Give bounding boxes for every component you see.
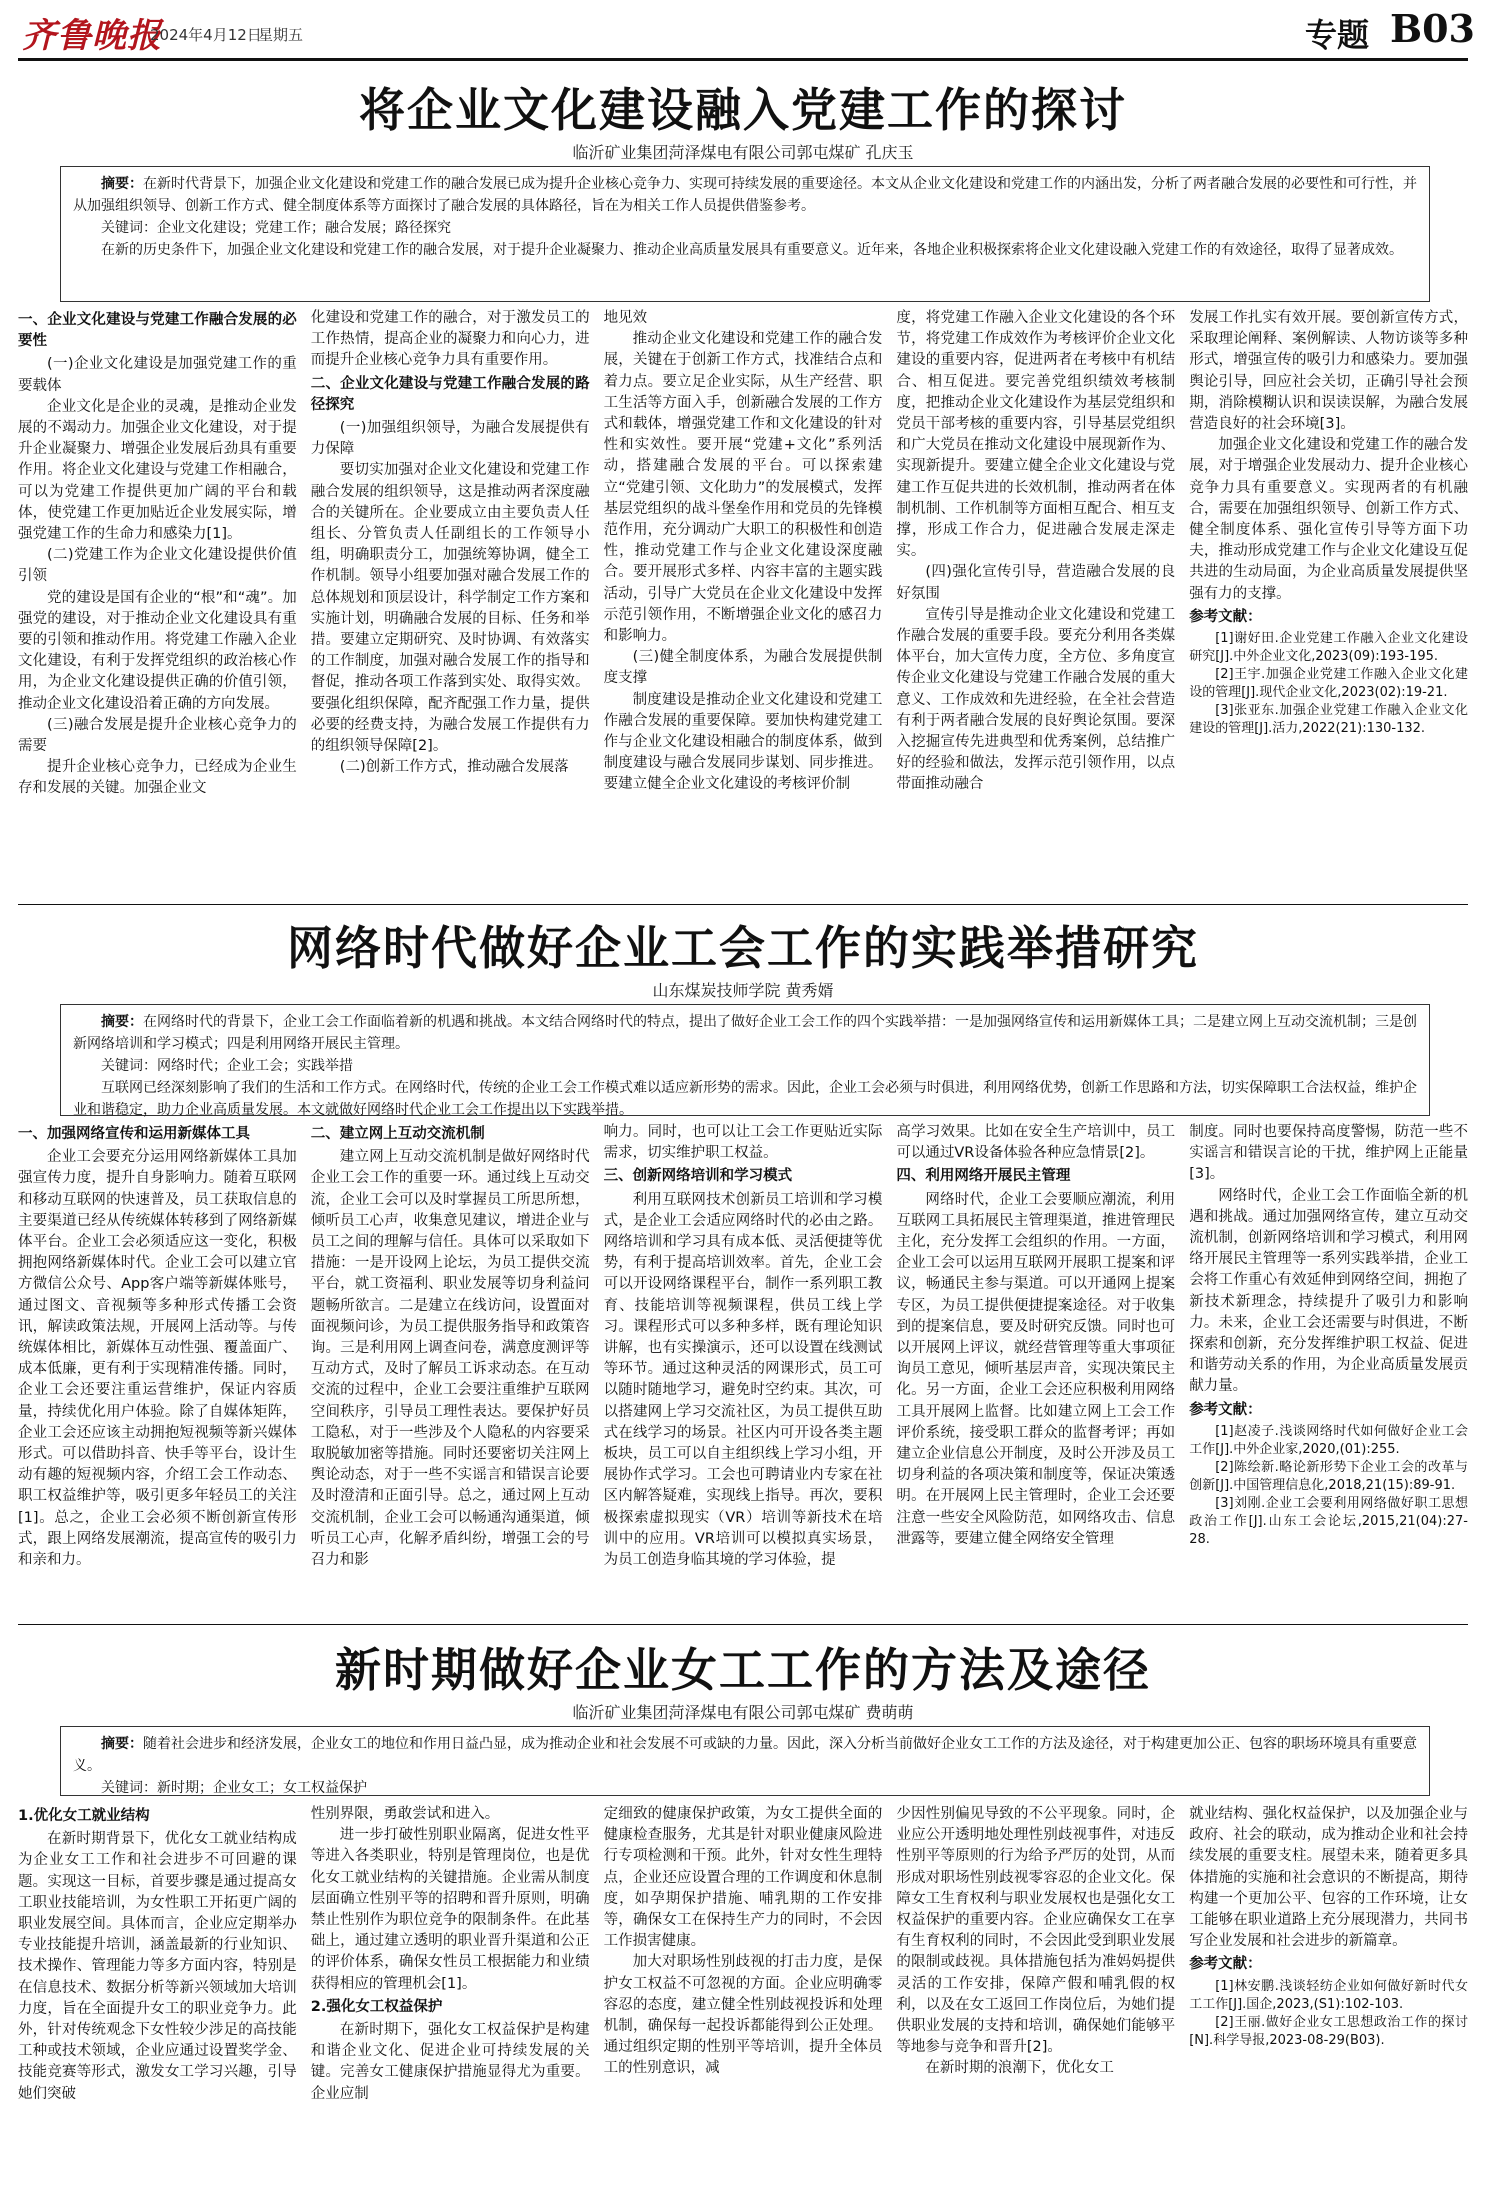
article2-abstract: 在网络时代的背景下，企业工会工作面临着新的机遇和挑战。本文结合网络时代的特点，提出了做好企业工会工作的四个实践举措：一是加强网络宣传和运用新媒体工具；二是建立网上互动交流机制；三是创新网络培训和学习模式；四是利用网络开展民主管理。 (73, 1014, 1417, 1052)
article3-abstract-box (60, 1726, 1430, 1796)
subsection-heading: (三)融合发展是提升企业核心竞争力的需要 (18, 716, 297, 755)
reference-item: [3]刘刚.企业工会要利用网络做好职工思想政治工作[J].山东工会论坛,2015,21(04):27-28. (1189, 1495, 1468, 1547)
body-paragraph: 响力。同时，也可以让工会工作更贴近实际需求，切实维护职工权益。 (603, 1124, 883, 1162)
body-paragraph: 地见效 (603, 310, 648, 326)
article1-intro: 在新的历史条件下，加强企业文化建设和党建工作的融合发展，对于提升企业凝聚力、推动企业高质量发展具有重要意义。近年来，各地企业积极探索将企业文化建设融入党建工作的有效途径，取得了显著成效。 (101, 242, 1403, 258)
article2-keywords: 关键词：网络时代；企业工会；实践举措 (101, 1058, 353, 1074)
article2-intro: 互联网已经深刻影响了我们的生活和工作方式。在网络时代，传统的企业工会工作模式难以适应新形势的需求。因此，企业工会必须与时俱进，利用网络优势，创新工作思路和方法，切实保障职工合法权益，维护企业和谐稳定，助力企业高质量发展。本文就做好网络时代企业工会工作提出以下实践举措。 (73, 1080, 1417, 1118)
section-heading: 一、企业文化建设与党建工作融合发展的必要性 (18, 312, 297, 350)
article3-abstract: 随着社会进步和经济发展，企业女工的地位和作用日益凸显，成为推动企业和社会发展不可或缺的力量。因此，深入分析当前做好企业女工工作的方法及途径，对于构建更加公正、包容的职场环境具有重要意义。 (73, 1736, 1417, 1774)
subsection-heading: (二)创新工作方式，推动融合发展落 (339, 759, 569, 776)
article2-abstract-box (60, 1004, 1430, 1116)
article2-column (896, 1122, 1175, 1620)
subsection-heading: (三)健全制度体系，为融合发展提供制度支撑 (603, 649, 883, 687)
body-paragraph: 企业文化是企业的灵魂，是推动企业发展的不竭动力。加强企业文化建设，对于提升企业凝聚力、增强企业发展后劲具有重要作用。将企业文化建设与党建工作相融合，可以为党建工作提供更加广阔的平台和载体，使党建工作更加贴近企业发展实际，增强党建工作的生命力和感染力[1]。 (18, 398, 297, 543)
masthead (0, 0, 1488, 58)
body-paragraph: 进一步打破性别职业隔离，促进女性平等进入各类职业，特别是管理岗位，也是优化女工就业结构的关键措施。企业需从制度层面确立性别平等的招聘和晋升原则，明确禁止性别作为职位竞争的限制条件。在此基础上，通过建立透明的职业晋升渠道和公正的评价体系，确保女性员工根据能力和业绩获得相应的管理机会[1]。 (310, 1827, 590, 1992)
reference-item: [2]王宇.加强企业党建工作融入企业文化建设的管理[J].现代企业文化,2023(02):19-21. (1189, 667, 1468, 701)
section-heading: 二、建立网上互动交流机制 (310, 1126, 485, 1142)
article3-title: 新时期做好企业女工工作的方法及途径 (335, 1643, 1151, 1697)
section-heading: 参考文献： (1189, 1956, 1262, 1973)
article3-column (311, 1804, 590, 2176)
article1-keywords: 关键词：企业文化建设；党建工作；融合发展；路径探究 (101, 220, 451, 236)
body-paragraph: 企业工会要充分运用网络新媒体工具加强宣传力度，提升自身影响力。随着互联网和移动互联网的快速普及，员工获取信息的主要渠道已经从传统媒体转移到了网络新媒体平台。企业工会必须适应这一变化，积极拥抱网络新媒体时代。企业工会可以建立官方微信公众号、App客户端等新媒体账号，通过图文、音视频等多种形式传播工会资讯，解读政策法规，开展网上活动等。与传统媒体相比，新媒体互动性强、覆盖面广、成本低廉，更有利于实现精准传播。同时，企业工会还要注重运营维护，保证内容质量，持续优化用户体验。除了自媒体矩阵，企业工会还应该主动拥抱短视频等新兴媒体形式。可以借助抖音、快手等平台，设计生动有趣的短视频内容，介绍工会工作动态、职工权益维护等，吸引更多年轻员工的关注[1]。总之，企业工会必须不断创新宣传形式，跟上网络发展潮流，提高宣传的吸引力和亲和力。 (18, 1149, 297, 1569)
body-paragraph: 加大对职场性别歧视的打击力度，是保护女工权益不可忽视的方面。企业应明确零容忍的态度，建立健全性别歧视投诉和处理机制，确保每一起投诉都能得到公正处理。通过组织定期的性别平等培训，提升全体员工的性别意识，减 (603, 1954, 883, 2077)
article-divider (18, 904, 1468, 905)
article-divider (18, 1624, 1468, 1625)
article3-column (1189, 1804, 1468, 2176)
article1-column (604, 308, 883, 902)
body-paragraph: 定细致的健康保护政策，为女工提供全面的健康检查服务，尤其是针对职业健康风险进行专项检测和干预。此外，针对女性生理特点，企业还应设置合理的工作调度和休息制度，如孕期保护措施、哺乳期的工作安排等，确保女工在保持生产力的同时，不会因工作损害健康。 (603, 1806, 883, 1950)
section-heading: 1.优化女工就业结构 (18, 1808, 150, 1824)
body-paragraph: 少因性别偏见导致的不公平现象。同时，企业应公开透明地处理性别歧视事件，对违反性别平等原则的行为给予严厉的处罚，从而形成对职场性别歧视零容忍的企业文化。保障女工生育权利与职业发展权也是强化女工权益保护的重要内容。企业应确保女工在享有生育权利的同时，不会因此受到职业发展的限制或歧视。具体措施包括为准妈妈提供灵活的工作安排，保障产假和哺乳假的权利，以及在女工返回工作岗位后，为她们提供职业发展的支持和培训，确保她们能够平等地参与竞争和晋升[2]。 (896, 1806, 1176, 2056)
masthead-rule (18, 58, 1468, 61)
article1-body (18, 308, 1468, 902)
body-paragraph: 在新时期的浪潮下，优化女工 (925, 2060, 1114, 2077)
reference-item: [2]陈绘新.略论新形势下企业工会的改革与创新[J].中国管理信息化,2018,21(15):89-91. (1189, 1459, 1468, 1493)
issue-date: 2024年4月12日 (150, 26, 262, 44)
article3-byline: 临沂矿业集团菏泽煤电有限公司郭屯煤矿 费萌萌 (572, 1703, 914, 1722)
body-paragraph: 化建设和党建工作的融合，对于激发员工的工作热情，提高企业的凝聚力和向心力，进而提升企业核心竞争力具有重要作用。 (310, 310, 590, 369)
abstract-label: 摘要： (101, 1014, 143, 1030)
reference-item: [3]张亚东.加强企业党建工作融入企业文化建设的管理[J].活力,2022(21):130-132. (1189, 703, 1468, 737)
body-paragraph: 网络时代，企业工会要顺应潮流，利用互联网工具拓展民主管理渠道，推进管理民主化，充分发挥工会组织的作用。一方面，企业工会可以运用互联网开展职工提案和评议，畅通民主参与渠道。可以开通网上提案专区，为员工提供便捷提案途径。对于收集到的提案信息，要及时研究反馈。同时也可以开展网上评议，就经营管理等重大事项征询员工意见，倾听基层声音，实现决策民主化。另一方面，企业工会还应积极利用网络工具开展网上监督。比如建立网上工会工作评价系统，接受职工群众的监督考评；再如建立企业信息公开制度，及时公开涉及员工切身利益的各项决策和制度等，保证决策透明。在开展网上民主管理时，企业工会还要注意一些安全风险防范，如网络攻击、信息泄露等，要建立健全网络安全管理 (896, 1191, 1176, 1547)
article2-title: 网络时代做好企业工会工作的实践举措研究 (287, 921, 1199, 975)
body-paragraph: 加强企业文化建设和党建工作的融合发展，对于增强企业发展动力、提升企业核心竞争力具有重要意义。实现两者的有机融合，需要在加强组织领导、创新工作方式、健全制度体系、强化宣传引导等方面下功夫，推动形成党建工作与企业文化建设互促共进的生动局面，为企业高质量发展提供坚强有力的支撑。 (1189, 437, 1468, 602)
article1-column (311, 308, 590, 902)
article1-abstract-box (60, 166, 1430, 302)
article2-column (604, 1122, 883, 1620)
reference-item: [1]谢好田.企业党建工作融入企业文化建设研究[J].中外企业文化,2023(09):193-195. (1189, 631, 1468, 665)
article3-column (896, 1804, 1175, 2176)
subsection-heading: (四)强化宣传引导，营造融合发展的良好氛围 (896, 564, 1176, 602)
article1-abstract: 在新时代背景下，加强企业文化建设和党建工作的融合发展已成为提升企业核心竞争力、实现可持续发展的重要途径。本文从企业文化建设和党建工作的内涵出发，分析了两者融合发展的必要性和可行性，并从加强组织领导、创新工作方式、健全制度体系等方面探讨了融合发展的具体路径，旨在为相关工作人员提供借鉴参考。 (73, 176, 1417, 214)
body-paragraph: 制度。同时也要保持高度警惕，防范一些不实谣言和错误言论的干扰，维护网上正能量[3]。 (1189, 1124, 1468, 1183)
body-paragraph: 在新时期背景下，优化女工就业结构成为企业女工工作和社会进步不可回避的课题。实现这一目标，首要步骤是通过提高女工职业技能培训，为女性职工开拓更广阔的职业发展空间。具体而言，企业应定期举办专业技能提升培训，涵盖最新的行业知识、技术操作、管理能力等多方面内容，特别是在信息技术、数据分析等新兴领域加大培训力度，旨在全面提升女工的职业竞争力。此外，针对传统观念下女性较少涉足的高技能工种或技术领域，企业应通过设置奖学金、技能竞赛等形式，激发女工学习兴趣，引导她们突破 (18, 1831, 297, 2102)
article1-column (18, 308, 297, 902)
page-number: B03 (1390, 6, 1475, 51)
article3-keywords: 关键词：新时期；企业女工；女工权益保护 (101, 1780, 367, 1796)
subsection-heading: (一)加强组织领导，为融合发展提供有力保障 (310, 420, 590, 458)
body-paragraph: 党的建设是国有企业的“根”和“魂”。加强党的建设，对于推动企业文化建设具有重要的引领和推动作用。将党建工作融入企业文化建设，有利于发挥党组织的政治核心作用，为企业文化建设提供正确的价值引领，推动企业文化建设沿着正确的方向发展。 (18, 589, 297, 712)
article2-column (18, 1122, 297, 1620)
section-heading: 三、创新网络培训和学习模式 (603, 1168, 793, 1185)
article1-column (896, 308, 1175, 902)
body-paragraph: 制度建设是推动企业文化建设和党建工作融合发展的重要保障。要加快构建党建工作与企业文化建设相融合的制度体系，做到制度建设与融合发展同步谋划、同步推进。要建立健全企业文化建设的考核评价制 (603, 691, 883, 793)
section-name: 专题 (1305, 16, 1370, 54)
reference-item: [1]林安鹏.浅谈轻纺企业如何做好新时代女工工作[J].国企,2023,(S1):102-103. (1189, 1978, 1468, 2012)
body-paragraph: 在新时期下，强化女工权益保护是构建和谐企业文化、促进企业可持续发展的关键。完善女工健康保护措施显得尤为重要。企业应制 (310, 2022, 590, 2102)
body-paragraph: 推动企业文化建设和党建工作的融合发展，关键在于创新工作方式，找准结合点和着力点。要立足企业实际，从生产经营、职工生活等方面入手，创新融合发展的工作方式和载体，增强党建工作和文化建设的针对性和实效性。要开展“党建+文化”系列活动，搭建融合发展的平台。可以探索建立“党建引领、文化助力”的发展模式，发挥基层党组织的战斗堡垒作用和党员的先锋模范作用，充分调动广大职工的积极性和创造性，推动党建工作与企业文化建设深度融合。要开展形式多样、内容丰富的主题实践活动，引导广大党员在企业文化建设中发挥示范引领作用，不断增强企业文化的感召力和影响力。 (603, 331, 883, 645)
subsection-heading: (二)党建工作为企业文化建设提供价值引领 (18, 547, 297, 585)
body-paragraph: 网络时代，企业工会工作面临全新的机遇和挑战。通过加强网络宣传，建立互动交流机制，创新网络培训和学习模式，利用网络开展民主管理等一系列实践举措，企业工会将工作重心有效延伸到网络空间，拥抱了新技术新理念，持续提升了吸引力和影响力。未来，企业工会还需要与时俱进，不断探索和创新，充分发挥维护职工权益、促进和谐劳动关系的作用，为企业高质量发展贡献力量。 (1189, 1187, 1468, 1395)
article3-column (604, 1804, 883, 2176)
article3-body (18, 1804, 1468, 2176)
article2-byline: 山东煤炭技师学院 黄秀婿 (652, 981, 834, 1000)
article1-column (1189, 308, 1468, 902)
section-heading: 2.强化女工权益保护 (310, 1998, 443, 2015)
body-paragraph: 提升企业核心竞争力，已经成为企业生存和发展的关键。加强企业文 (18, 759, 297, 797)
abstract-label: 摘要： (101, 1736, 143, 1752)
abstract-label: 摘要： (101, 176, 143, 192)
body-paragraph: 利用互联网技术创新员工培训和学习模式，是企业工会适应网络时代的必由之路。网络培训和学习具有成本低、灵活便捷等优势，有利于提高培训效率。首先，企业工会可以开设网络课程平台，制作一系列职工教育、技能培训等视频课程，供员工线上学习。课程形式可以多种多样，既有理论知识讲解，也有实操演示，还可以设置在线测试等环节。通过这种灵活的网课形式，员工可以随时随地学习，避免时空约束。其次，可以搭建网上学习交流社区，为员工提供互助式在线学习的场景。社区内可开设各类主题板块，员工可以自主组织线上学习小组，开展协作式学习。工会也可聘请业内专家在社区内解答疑难，实现线上指导。再次，要积极探索虚拟现实（VR）培训等新技术在培训中的应用。VR培训可以模拟真实场景，为员工创造身临其境的学习体验，提 (603, 1191, 883, 1569)
body-paragraph: 要切实加强对企业文化建设和党建工作融合发展的组织领导，这是推动两者深度融合的关键所在。企业要成立由主要负责人任组长、分管负责人任副组长的工作领导小组，明确职责分工，加强统筹协调，健全工作机制。领导小组要加强对融合发展工作的总体规划和顶层设计，科学制定工作方案和实施计划，明确融合发展的目标、任务和举措。要建立定期研究、及时协调、有效落实的工作制度，加强对融合发展工作的指导和督促，推动各项工作落到实处、取得实效。要强化组织保障，配齐配强工作力量，提供必要的经费支持，为融合发展工作提供有力的组织领导保障[2]。 (310, 462, 590, 755)
body-paragraph: 性别界限，勇敢尝试和进入。 (310, 1806, 500, 1822)
reference-item: [1]赵凌子.浅谈网络时代如何做好企业工会工作[J].中外企业家,2020,(01):255. (1189, 1423, 1468, 1457)
body-paragraph: 发展工作扎实有效开展。要创新宣传方式，采取理论阐释、案例解读、人物访谈等多种形式，增强宣传的吸引力和感染力。要加强舆论引导，回应社会关切，正确引导社会预期，消除模糊认识和误读误解，为融合发展营造良好的社会环境[3]。 (1189, 310, 1468, 433)
article2-column (311, 1122, 590, 1620)
subsection-heading: (一)企业文化建设是加强党建工作的重要载体 (18, 356, 297, 394)
section-heading: 参考文献： (1189, 608, 1262, 625)
article3-column (18, 1804, 297, 2176)
body-paragraph: 度，将党建工作融入企业文化建设的各个环节，将党建工作成效作为考核评价企业文化建设的重要内容，促进两者在考核中有机结合、相互促进。要完善党组织绩效考核制度，把推动企业文化建设作为基层党组织和党员干部考核的重要内容，引导基层党组织和广大党员在推动文化建设中展现新作为、实现新提升。要建立健全企业文化建设与党建工作互促共进的长效机制，推动两者在体制机制、工作机制等方面相互配合、相互支撑，形成工作合力，促进融合发展走深走实。 (896, 310, 1176, 560)
body-paragraph: 宣传引导是推动企业文化建设和党建工作融合发展的重要手段。要充分利用各类媒体平台，加大宣传力度，全方位、多角度宣传企业文化建设与党建工作融合发展的重大意义、工作成效和先进经验，在全社会营造有利于两者融合发展的良好舆论氛围。要深入挖掘宣传先进典型和优秀案例，总结推广好的经验和做法，发挥示范引领作用，以点带面推动融合 (896, 606, 1176, 793)
section-heading: 二、企业文化建设与党建工作融合发展的路径探究 (310, 375, 590, 413)
section-heading: 一、加强网络宣传和运用新媒体工具 (18, 1126, 250, 1142)
reference-item: [2]王丽.做好企业女工思想政治工作的探讨[N].科学导报,2023-08-29(B03). (1189, 2014, 1468, 2048)
body-paragraph: 建立网上互动交流机制是做好网络时代企业工会工作的重要一环。通过线上互动交流，企业工会可以及时掌握员工所思所想，倾听员工心声，收集意见建议，增进企业与员工之间的理解与信任。具体可以采取如下措施：一是开设网上论坛，为员工提供交流平台，就工资福利、职业发展等切身利益问题畅所欲言。二是建立在线访问，设置面对面视频问诊，为员工提供服务指导和政策咨询。三是利用网上调查问卷，满意度测评等互动方式，及时了解员工诉求动态。在互动交流的过程中，企业工会要注重维护互联网空间秩序，引导员工理性表达。要保护好员工隐私，对于一些涉及个人隐私的内容要采取脱敏加密等措施。同时还要密切关注网上舆论动态，对于一些不实谣言和错误言论要及时澄清和正面引导。总之，通过网上互动交流机制，企业工会可以畅通沟通渠道，倾听员工心声，化解矛盾纠纷，增强工会的号召力和影 (310, 1149, 590, 1569)
article2-column (1189, 1122, 1468, 1620)
body-paragraph: 就业结构、强化权益保护，以及加强企业与政府、社会的联动，成为推动企业和社会持续发展的重要支柱。展望未来，随着更多具体措施的实施和社会意识的不断提高，期待构建一个更加公平、包容的工作环境，让女工能够在职业道路上充分展现潜力，共同书写企业发展和社会进步的新篇章。 (1189, 1806, 1468, 1950)
article1-title: 将企业文化建设融入党建工作的探讨 (359, 83, 1127, 137)
body-paragraph: 高学习效果。比如在安全生产培训中，员工可以通过VR设备体验各种应急情景[2]。 (896, 1124, 1176, 1162)
section-heading: 参考文献： (1189, 1401, 1262, 1418)
article2-body (18, 1122, 1468, 1620)
article1-byline: 临沂矿业集团菏泽煤电有限公司郭屯煤矿 孔庆玉 (572, 143, 914, 162)
newspaper-logo: 齐鲁晚报 (22, 16, 162, 56)
section-heading: 四、利用网络开展民主管理 (896, 1168, 1071, 1185)
issue-weekday: 星期五 (258, 26, 304, 44)
